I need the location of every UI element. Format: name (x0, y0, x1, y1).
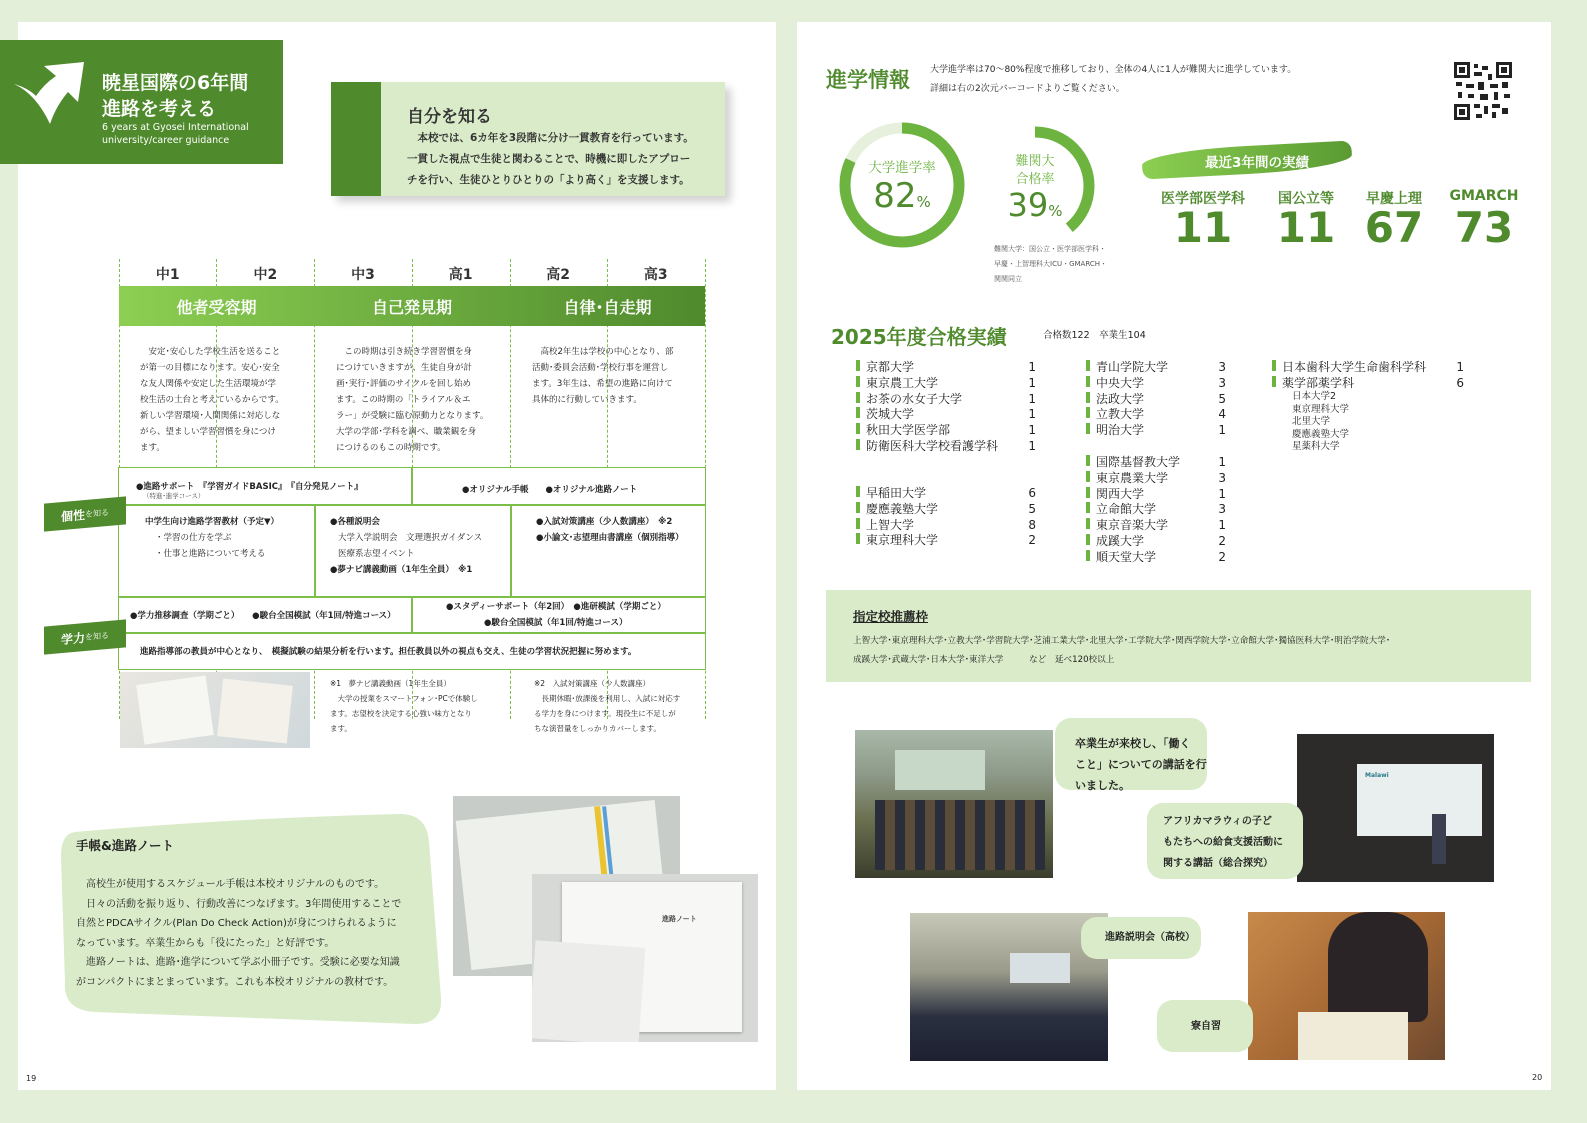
school-name: 立命館大学 (1096, 502, 1157, 517)
stat-label: 国公立等 (1278, 191, 1334, 207)
list-marker (1272, 360, 1276, 371)
grade-label: 中3 (351, 267, 375, 283)
desc-line: につけるのもこの時期です。 (336, 443, 446, 453)
study-photo (1248, 912, 1445, 1060)
notebook-line: なっています。卒業生からも「役にたった」と好評です。 (76, 937, 335, 949)
pass-count: 1 (1028, 438, 1036, 453)
lecture-photo-2 (1297, 734, 1494, 882)
grid-line (118, 504, 706, 506)
list-marker (1272, 376, 1276, 387)
desc-line: が第一の目標になります。安心･安全 (140, 363, 280, 373)
career-note-photo (532, 874, 758, 1042)
stat-label: 早慶上理 (1366, 191, 1422, 207)
desc-line: 具体的に行動していきます。 (532, 395, 642, 405)
advance-desc1: 大学進学率は70～80%程度で推移しており、全体の4人に1人が難関大に進学しています。 (930, 65, 1297, 75)
caption-line: いました。 (1075, 779, 1130, 792)
list-marker (1086, 455, 1090, 466)
pass-count: 3 (1218, 470, 1226, 485)
header-title2: 進路を考える (102, 98, 217, 120)
hard-label1: 難関大 (1015, 154, 1055, 169)
caption-line: アフリカマラウィの子ど (1163, 816, 1272, 827)
hard-note-line: 早慶・上智理科大ICU・GMARCH・ (994, 260, 1107, 268)
school-name: 関西大学 (1096, 486, 1145, 501)
pass-count: 4 (1218, 407, 1226, 422)
tag-text: 学力 (60, 630, 85, 647)
school-name: 上智大学 (866, 517, 915, 532)
school-name: お茶の水女子大学 (866, 391, 963, 406)
intro-line: チを行い、生徒ひとりひとりの「より高く」を支援します。 (407, 174, 690, 186)
grid-r1b: ●オリジナル手帳 ●オリジナル進路ノート (462, 485, 638, 495)
list-marker (856, 423, 860, 434)
list-marker (856, 392, 860, 403)
pass-count: 2 (1218, 549, 1226, 564)
designated-line1: 上智大学･東京理科大学･立教大学･学習院大学･芝浦工業大学･北里大学･工学院大学･関西学院大学･立命館大学･獨協医科大学･明治学院大学･ (853, 636, 1391, 646)
career-note-label: 進路ノート (662, 915, 697, 923)
intro-line: 本校では、6カ年を3段階に分け一貫教育を行っています。 (407, 132, 694, 144)
list-marker (1086, 534, 1090, 545)
page-number-right: 20 (1532, 1073, 1543, 1082)
intro-text (407, 128, 694, 191)
list-marker (856, 360, 860, 371)
school-name: 早稲田大学 (866, 486, 927, 500)
note-line: 大学の授業をスマートフォン･PCで体験し (330, 694, 478, 703)
school-name: 成蹊大学 (1096, 533, 1145, 548)
desc-line: 安定･安心した学校生活を送ること (140, 347, 281, 357)
note-line: ます。 (330, 724, 352, 733)
intro-accent (331, 82, 381, 196)
header-box (0, 40, 283, 164)
caption-1 (1055, 718, 1207, 790)
grid-r3a: ●学力推移調査（学期ごと） ●駿台全国模試（年1回/特進コース） (130, 611, 396, 621)
hard-note (994, 242, 1107, 287)
grid-text: 医療系志望イベント (338, 549, 415, 559)
pass-list-3-sub (1292, 391, 1349, 454)
school-name: 東京理科大学 (866, 533, 939, 548)
school-name: 立教大学 (1096, 407, 1145, 422)
header-title1: 暁星国際の6年間 (102, 72, 249, 94)
school-name: 日本歯科大学生命歯科学科 (1282, 360, 1427, 374)
pass-count: 1 (1218, 455, 1226, 469)
results-title: 2025年度合格実績 (831, 325, 1007, 349)
stat-value: 73 (1454, 203, 1514, 252)
phase-label: 自律･自走期 (563, 297, 652, 317)
grade-label: 高1 (448, 267, 473, 283)
school-name: 青山学院大学 (1096, 360, 1169, 374)
desc-line: 活動･委員会活動･学校行事を運営し (532, 363, 669, 373)
pass-count: 3 (1218, 502, 1226, 517)
note-line: る学力を身につけます。現役生に不足しが (534, 709, 676, 718)
school-name: 京都大学 (866, 360, 915, 374)
hard-value-wrap (974, 186, 1096, 224)
header-en2: university/career guidance (102, 135, 230, 146)
arrow-icon (6, 54, 90, 134)
caption-2 (1147, 803, 1303, 879)
caption-line: 寮自習 (1191, 1021, 1221, 1032)
pass-count: 1 (1218, 518, 1226, 533)
list-marker (1086, 423, 1090, 434)
pass-list-row (1086, 518, 1226, 534)
school-name: 中央大学 (1096, 375, 1145, 390)
desc-line: がら、望ましい学習習慣を身につけ (140, 427, 276, 437)
caption-line: もたちへの給食支援活動に (1163, 837, 1283, 848)
phase-label: 自己発見期 (371, 297, 452, 317)
school-name: 秋田大学医学部 (866, 423, 951, 438)
grid-r1a: ●進路サポート 『学習ガイドBASIC』 『自分発見ノート』 (136, 482, 363, 492)
pass-list-row (856, 423, 1036, 439)
pass-count: 1 (1218, 486, 1226, 501)
pass-count: 3 (1218, 360, 1226, 374)
pass-list-row (856, 486, 1036, 502)
advance-title: 進学情報 (826, 68, 910, 92)
note-2 (534, 676, 680, 736)
desc-line: ラー」が受験に臨む原動力となります。 (336, 411, 489, 421)
school-name: 防衛医科大学校看護学科 (866, 438, 999, 453)
stat-value: 67 (1364, 203, 1424, 252)
grid-r2b (330, 514, 482, 578)
school-name: 国際基督教大学 (1096, 455, 1181, 469)
pass-count: 1 (1028, 391, 1036, 406)
note-line: ちな演習量をしっかりカバーします。 (534, 724, 661, 733)
sub-school: 星薬科大学 (1292, 441, 1340, 452)
rate-value: 82 (873, 176, 917, 216)
note-line: ※1 夢ナビ講義動画（1年生全員） (330, 679, 451, 688)
pass-list-row (1272, 360, 1464, 376)
grid-text: ・仕事と進路について考える (155, 549, 266, 559)
list-marker (1086, 392, 1090, 403)
pass-list-1b (856, 486, 1036, 549)
pass-count: 6 (1456, 375, 1464, 390)
school-name: 東京音楽大学 (1096, 518, 1169, 533)
list-marker (1086, 518, 1090, 529)
desc-line: 画･実行･評価のサイクルを回し始め (336, 379, 471, 389)
pass-count: 1 (1028, 375, 1036, 390)
grid-r3c: ●駿台全国模試（年1回/特進コース） (484, 618, 628, 628)
caption-4 (1157, 1000, 1253, 1052)
header-en1: 6 years at Gyosei International (102, 122, 249, 133)
pass-list-row (1086, 487, 1226, 503)
page-number-left: 19 (26, 1074, 37, 1083)
notebook-line: 進路ノートは、進路･進学について学ぶ小冊子です。受験に必要な知識 (76, 957, 400, 968)
list-marker (856, 407, 860, 418)
phase-bar (119, 286, 705, 326)
hard-note-line: 難関大学：国公立・医学部医学科・ (994, 245, 1106, 253)
hard-pct: % (1048, 202, 1063, 220)
note-1 (330, 676, 478, 736)
pass-list-row (1086, 376, 1226, 392)
school-name: 明治大学 (1096, 423, 1145, 438)
lecture-photo-3 (910, 913, 1108, 1061)
pass-count: 1 (1028, 360, 1036, 374)
results-sub: 合格数122 卒業生104 (1043, 330, 1146, 341)
grade-label: 高3 (643, 267, 668, 283)
tag-suffix: を知る (85, 507, 109, 519)
pass-list-row (1086, 534, 1226, 550)
advance-desc2: 詳細は右の2次元バーコードよりご覧ください。 (930, 84, 1125, 94)
desc-line: につけていきますが、生徒自身が計 (336, 363, 472, 373)
note-line: ます。志望校を決定する心強い味方となり (330, 709, 472, 718)
caption-line: 卒業生が来校し、「働く (1075, 737, 1191, 750)
pass-list-row (856, 439, 1036, 455)
pass-list-row (1086, 471, 1226, 487)
desc-line: ます。3年生は、希望の進路に向けて (532, 379, 673, 389)
list-marker (1086, 502, 1090, 513)
phase-desc-2 (336, 344, 504, 456)
pass-list-2b (1086, 455, 1226, 566)
list-marker (1086, 487, 1090, 498)
sub-school: 北里大学 (1292, 416, 1331, 427)
intro-title: 自分を知る (407, 107, 492, 127)
tag-text: 個性 (60, 507, 85, 524)
desc-line: な友人関係や安定した生活環境が学 (140, 379, 277, 389)
intro-box (331, 82, 725, 196)
pass-list-row (1086, 392, 1226, 408)
sub-school: 日本大学2 (1292, 391, 1337, 402)
phase-desc-3 (532, 344, 700, 408)
rate-pct: % (916, 193, 931, 211)
pass-count: 6 (1028, 486, 1036, 500)
grid-text: ●小論文･志望理由書講座（個別指導） (536, 533, 684, 543)
desc-line: 大学の学部･学科を調べ、職業観を身 (336, 427, 477, 437)
sub-school: 慶應義塾大学 (1292, 428, 1350, 440)
hard-value: 39 (1007, 186, 1049, 224)
pass-count: 1 (1028, 407, 1036, 422)
pass-list-row (856, 376, 1036, 392)
caption-line: こと」についての講話を行 (1075, 758, 1207, 771)
notebook-line: がコンパクトにまとまっています。これも本校オリジナルの教材です。 (76, 976, 394, 988)
notebook-text (76, 875, 401, 992)
grade-label: 高2 (546, 267, 571, 283)
grid-text: ●入試対策講座（少人数講座） ※2 (536, 517, 673, 527)
pass-list-1a (856, 360, 1036, 455)
grid-text: 大学入学説明会 文理選択ガイダンス (338, 533, 483, 543)
stat-label: GMARCH (1449, 188, 1519, 204)
caption-line: 関する講話（総合探究） (1163, 858, 1273, 869)
grid-line (118, 632, 706, 634)
textbook-photo (120, 672, 310, 748)
list-marker (856, 533, 860, 544)
list-marker (856, 502, 860, 513)
notebook-line: 日々の活動を振り返り、行動改善につなげます。3年間使用することで (76, 898, 402, 910)
note-line: 長期休暇･放課後を利用し、入試に対応す (534, 694, 681, 703)
phase-desc-1 (140, 344, 308, 456)
caption-3 (1081, 917, 1201, 959)
grid-r4: 進路指導部の教員が中心となり、 模擬試験の結果分析を行います。担任教員以外の視点も交え、生徒の学習状況把握に努めます。 (140, 647, 637, 657)
designated-title: 指定校推薦枠 (853, 609, 929, 624)
grid-text: ●各種説明会 (330, 517, 380, 527)
desc-line: この時期は引き続き学習習慣を身 (336, 347, 473, 357)
list-marker (856, 518, 860, 529)
notebook-line: 自然とPDCAサイクル(Plan Do Check Action)が身につけられるように (76, 918, 397, 929)
pass-list-row (856, 407, 1036, 423)
grid-text: ・学習の仕方を学ぶ (155, 533, 232, 543)
school-name: 東京農工大学 (866, 375, 939, 390)
pass-count: 2 (1028, 533, 1036, 548)
pass-list-row (1086, 455, 1226, 471)
pass-count: 1 (1218, 423, 1226, 438)
list-marker (1086, 360, 1090, 371)
qr-code-icon (1454, 62, 1512, 120)
list-marker (856, 376, 860, 387)
school-name: 法政大学 (1096, 391, 1145, 406)
pass-list-row (856, 533, 1036, 549)
hard-label2: 合格率 (1015, 172, 1055, 187)
list-marker (1086, 471, 1090, 482)
school-name: 順天堂大学 (1096, 549, 1157, 564)
caption-line: 進路説明会（高校） (1105, 932, 1195, 943)
grid-line (314, 504, 316, 596)
grid-r2a (145, 514, 279, 562)
list-marker (1086, 407, 1090, 418)
school-name: 東京農業大学 (1096, 470, 1169, 485)
desc-line: ます。この時期の「トライアル＆エ (336, 395, 471, 405)
pass-list-row (1086, 407, 1226, 423)
pass-count: 3 (1218, 375, 1226, 390)
pass-count: 2 (1218, 533, 1226, 548)
pass-list-row (1086, 502, 1226, 518)
hard-note-line: 関関同立 (994, 275, 1022, 283)
pass-list-3 (1272, 360, 1464, 392)
pass-count: 1 (1456, 360, 1464, 374)
list-marker (1086, 376, 1090, 387)
grade-label: 中1 (155, 267, 180, 283)
pass-count: 1 (1028, 423, 1036, 438)
grade-label: 中2 (253, 267, 278, 283)
school-name: 慶應義塾大学 (866, 501, 939, 516)
school-name: 茨城大学 (866, 407, 915, 422)
list-marker (856, 486, 860, 497)
tag-suffix: を知る (85, 630, 109, 642)
pass-count: 5 (1218, 391, 1226, 406)
lecture-photo-1 (855, 730, 1053, 878)
list-marker (856, 439, 860, 450)
grid-r1a-sub: （特進･進学コース） (143, 492, 205, 500)
desc-line: 新しい学習環境･人間関係に対応しな (140, 411, 281, 421)
desc-line: ます。 (140, 443, 165, 453)
stat-value: 11 (1173, 203, 1233, 252)
stat-label: 医学部医学科 (1161, 191, 1245, 207)
rate-value-wrap (838, 176, 966, 216)
pass-list-row (856, 360, 1036, 376)
pass-list-2a (1086, 360, 1226, 439)
grid-line (411, 596, 413, 632)
recent-title: 最近3年間の実績 (1205, 155, 1309, 171)
school-name: 薬学部薬学科 (1282, 375, 1355, 390)
desc-line: 高校2年生は学校の中心となり、部 (532, 347, 674, 357)
intro-line: 一貫した視点で生徒と関わることで、時機に即したアプロー (407, 153, 691, 165)
pass-list-row (1086, 423, 1226, 439)
grid-line (510, 504, 512, 596)
notebook-line: 高校生が使用するスケジュール手帳は本校オリジナルのものです。 (76, 879, 385, 890)
stat-value: 11 (1276, 203, 1336, 252)
rate-label: 大学進学率 (868, 160, 936, 176)
pass-count: 5 (1028, 501, 1036, 516)
grid-text: ●夢ナビ講義動画（1年生全員） ※1 (330, 565, 473, 575)
phase-label: 他者受容期 (176, 297, 257, 317)
notebook-title: 手帳&進路ノート (76, 838, 175, 853)
pass-list-row (856, 392, 1036, 408)
desc-line: 校生活の土台と考えているからです。 (140, 395, 284, 405)
pass-list-row (1086, 550, 1226, 566)
grade-row (119, 264, 705, 284)
pass-count: 8 (1028, 517, 1036, 532)
grid-r3b: ●スタディーサポート（年2回） ●進研模試（学期ごと） (446, 602, 666, 612)
pass-list-row (1272, 376, 1464, 392)
pass-list-row (856, 518, 1036, 534)
slide-title: Malawi (1365, 772, 1389, 779)
sub-school: 東京理科大学 (1292, 403, 1350, 415)
note-line: ※2 入試対策講座（少人数講座） (534, 679, 651, 688)
grid-line (411, 467, 413, 504)
grid-r2c (536, 514, 684, 546)
grid-text: 中学生向け進路学習教材（予定▼） (145, 517, 280, 527)
list-marker (1086, 550, 1090, 561)
pass-list-row (1086, 360, 1226, 376)
designated-line2: 成蹊大学･武蔵大学･日本大学･東洋大学 など 延べ120校以上 (853, 655, 1115, 665)
pass-list-row (856, 502, 1036, 518)
